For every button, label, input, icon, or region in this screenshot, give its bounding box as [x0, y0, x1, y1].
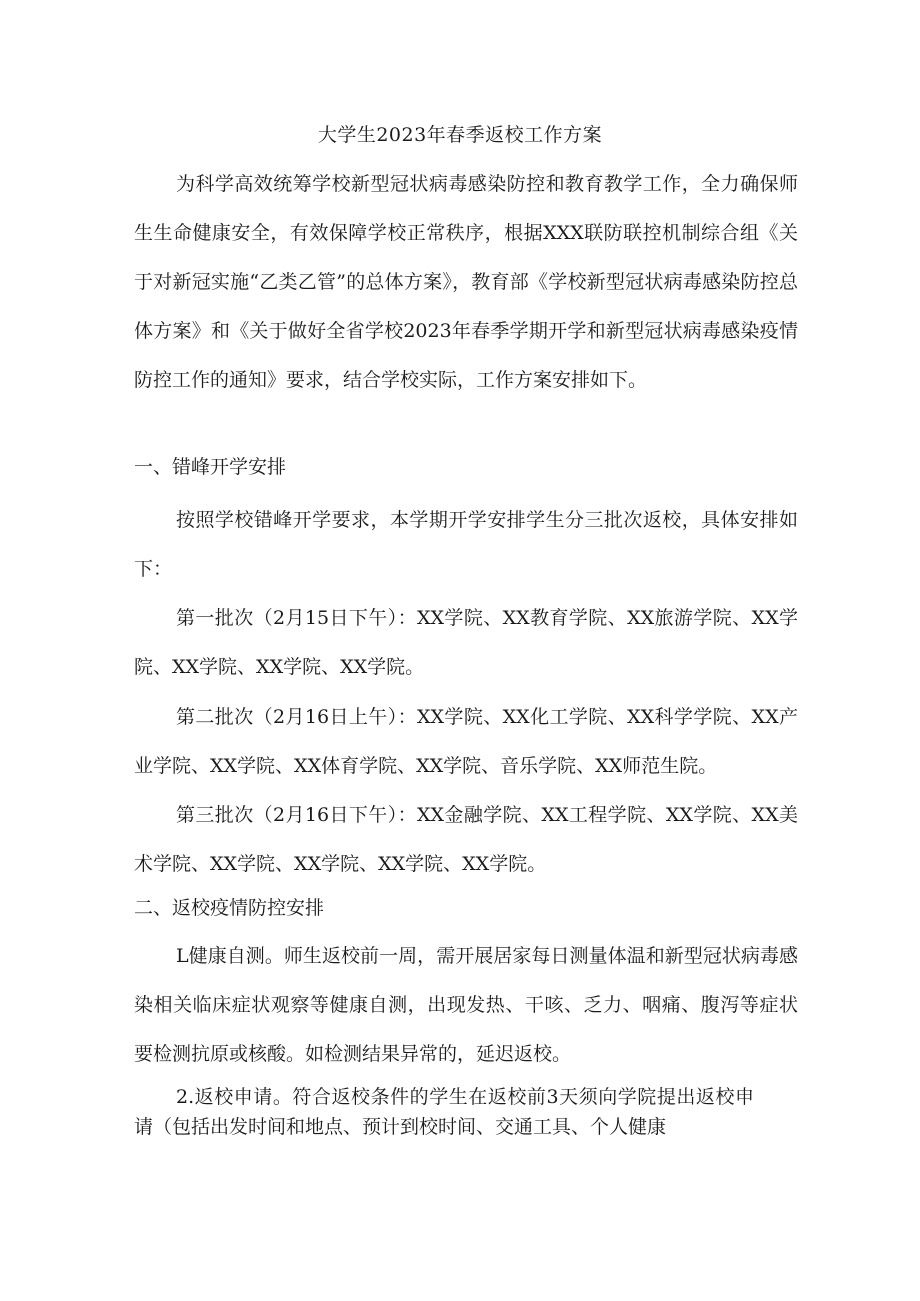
return-application-paragraph: 2.返校申请。符合返校条件的学生在返校前3天须向学院提出返校申请（包括出发时间和地点、预计到校时间、交通工具、个人健康	[134, 1086, 754, 1138]
section-heading-staggered-start: 一、错峰开学安排	[134, 456, 287, 478]
intro-paragraph: 为科学高效统筹学校新型冠状病毒感染防控和教育教学工作，全力确保师生生命健康安全，有效保障学校正常秩序，根据XXX联防联控机制综合组《关于对新冠实施“乙类乙管”的总体方案》，教育部《学校新型冠状病毒感染防控总体方案》和《关于做好全省学校2023年春季学期开学和新型冠状病毒感染疫情防控工作的通知》要求，结合学校实际，工作方案安排如下。	[134, 173, 798, 391]
batch-two-paragraph: 第二批次（2月16日上午）：XX学院、XX化工学院、XX科学学院、XX产业学院、XX学院、XX体育学院、XX学院、音乐学院、XX师范生院。	[134, 706, 798, 777]
staggered-start-lead: 按照学校错峰开学要求，本学期开学安排学生分三批次返校，具体安排如下：	[134, 509, 798, 580]
section-heading-epidemic-prevention: 二、返校疫情防控安排	[134, 897, 325, 919]
health-self-test-paragraph: L健康自测。师生返校前一周，需开展居家每日测量体温和新型冠状病毒感染相关临床症状观察等健康自测，出现发热、干咳、乏力、咽痛、腹泻等症状要检测抗原或核酸。如检测结果异常的，延迟返校。	[134, 945, 798, 1065]
batch-one-paragraph: 第一批次（2月15日下午）：XX学院、XX教育学院、XX旅游学院、XX学院、XX学院、XX学院、XX学院。	[134, 607, 798, 678]
batch-three-paragraph: 第三批次（2月16日下午）：XX金融学院、XX工程学院、XX学院、XX美术学院、XX学院、XX学院、XX学院、XX学院。	[134, 804, 798, 875]
document-title: 大学生2023年春季返校工作方案	[317, 124, 603, 146]
